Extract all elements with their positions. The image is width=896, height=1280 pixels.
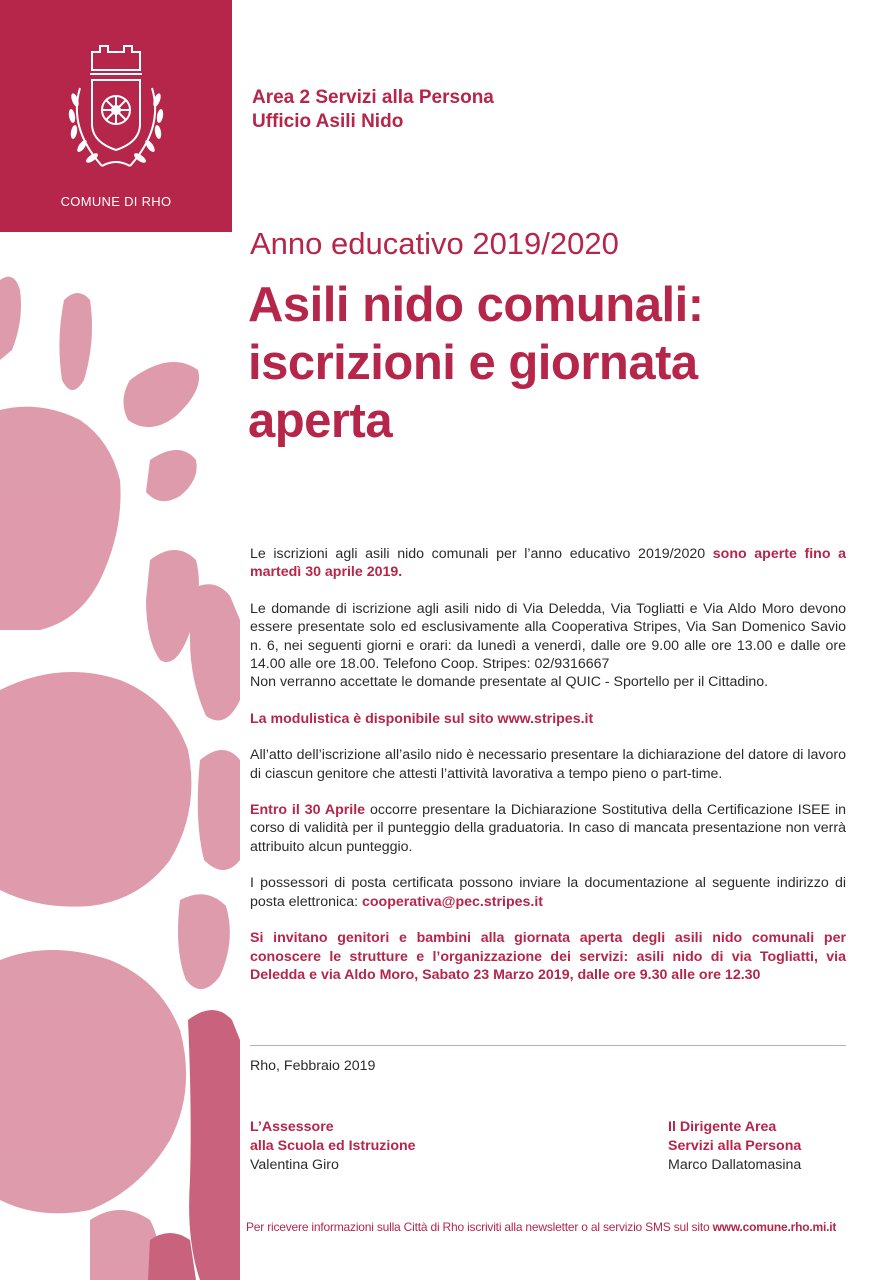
assessor-role-line1: L’Assessore (250, 1119, 334, 1135)
director-role-line1: Il Dirigente Area (668, 1119, 777, 1135)
open-day-text: Si invitano genitori e bambini alla giornata aperta degli asili nido comunali per conoscere le strutture e l’organizzazione dei servizi: asili nido di via Togliatti, via Deledda e via Aldo Moro, Sabato 23 Marzo 2019, dalle ore 9.30 alle ore 12.30 (250, 930, 846, 983)
footer-note (246, 1220, 836, 1234)
quic-note: Non verranno accettate le domande presentate al QUIC - Sportello per il Cittadino. (250, 674, 769, 691)
footer-text: Per ricevere informazioni sulla Città di Rho iscriviti alla newsletter o al servizio SMS sul sito (246, 1220, 713, 1234)
handprints-decoration (0, 260, 240, 1280)
submission-text: Le domande di iscrizione agli asili nido di Via Deledda, Via Togliatti e Via Aldo Moro devono essere presentate solo ed esclusivamente alla Cooperativa Stripes, Via San Domenico Savio n. 6, nei seguenti giorni e orari: da lunedì a venerdì, dalle ore 9.00 alle ore 13.00 e dalle ore 14.00 alle ore 18.00. Telefono Coop. Stripes: 02/9316667 (250, 600, 846, 673)
pec-text: I possessori di posta certificata possono inviare la documentazione al seguente indirizzo di posta elettronica: (250, 875, 846, 910)
document-date: Rho, Febbraio 2019 (250, 1058, 376, 1074)
paragraph-open-day (250, 929, 846, 984)
signature-assessor (250, 1118, 416, 1175)
office-area: Area 2 Servizi alla Persona (252, 87, 494, 108)
page-title (248, 276, 704, 450)
paragraph-forms (250, 710, 846, 728)
footer-website-link[interactable]: www.comune.rho.mi.it (712, 1220, 837, 1234)
director-role-line2: Servizi alla Persona (668, 1138, 802, 1154)
municipality-name: COMUNE DI RHO (60, 194, 172, 209)
paragraph-employer (250, 746, 846, 783)
paragraph-deadline (250, 545, 846, 582)
deadline-text: Le iscrizioni agli asili nido comunali per l’anno educativo 2019/2020 (250, 546, 713, 562)
deadline-highlight: sono aperte fino a martedì 30 aprile 2019. (250, 546, 847, 581)
page-title-line2: iscrizioni e giornata (248, 336, 698, 390)
signature-director (668, 1118, 801, 1175)
isee-deadline: Entro il 30 Aprile (250, 802, 366, 819)
assessor-name: Valentina Giro (250, 1157, 339, 1173)
paragraph-submission (250, 600, 846, 692)
office-unit: Ufficio Asili Nido (252, 111, 404, 132)
employer-text: All’atto dell’iscrizione all’asilo nido è necessario presentare la dichiarazione del datore di lavoro di ciascun genitore che attesti l’attività lavorativa a tempo pieno o part-time. (250, 747, 846, 782)
isee-text: occorre presentare la Dichiarazione Sostitutiva della Certificazione ISEE in corso di validità per il punteggio della graduatoria. In caso di mancata presentazione non verrà attribuito alcun punteggio. (250, 802, 847, 855)
paragraph-pec (250, 874, 846, 911)
office-heading (252, 86, 494, 134)
page-title-line1: Asili nido comunali: (248, 278, 704, 332)
page-title-line3: aperta (248, 394, 393, 448)
crest-panel (0, 0, 232, 232)
assessor-role-line2: alla Scuola ed Istruzione (250, 1138, 416, 1154)
forms-link-text[interactable]: La modulistica è disponibile sul sito www.stripes.it (250, 710, 594, 727)
school-year-title: Anno educativo 2019/2020 (250, 226, 619, 261)
divider (250, 1045, 846, 1046)
director-name: Marco Dallatomasina (668, 1157, 802, 1173)
announcement-body (250, 545, 846, 1002)
coat-of-arms-icon (50, 38, 182, 188)
paragraph-isee (250, 801, 846, 856)
pec-email-link[interactable]: cooperativa@pec.stripes.it (362, 893, 543, 910)
